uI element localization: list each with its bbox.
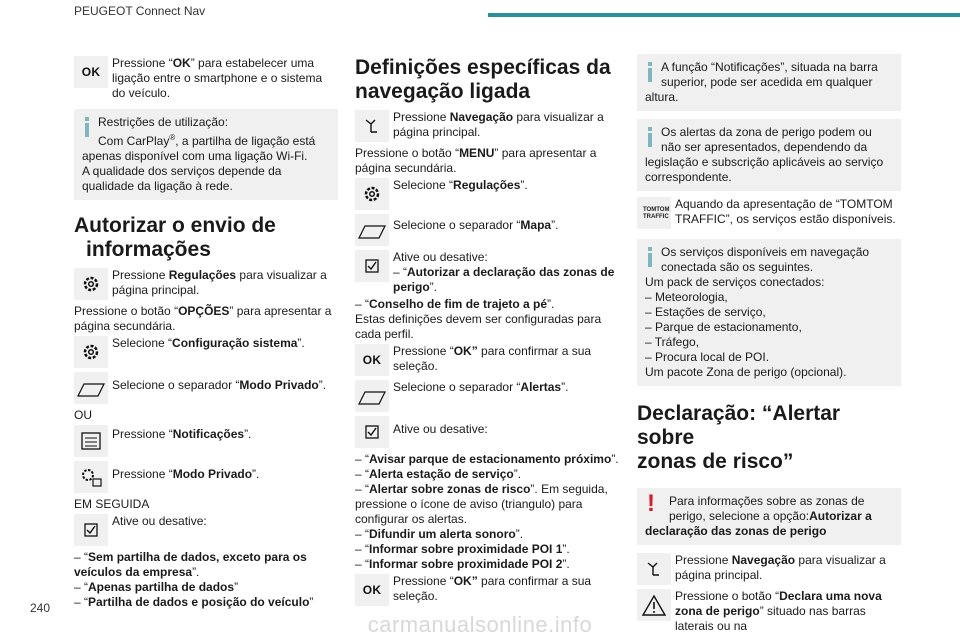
column-2: Definições específicas da navegação ligada Pressione Navegação para visualizar a página principal. Pressione o botão “MENU” para apresentar a página secundária. Selecione “Regulações”. Selecione o separador “Mapa”. Ative ou desative: – “Autorizar a declaração das zonas de perigo”. – “Conselho de fim de trajeto a pé”. Estas definições devem ser configuradas para cada perfil. OK Pressione “OK” para confirmar a sua seleção. Selecione o separador “Alertas”. Ative ou desative: – “Avisar parque de estacionamento próximo”. – “Alerta estação de serviço”. – “Alertar sobre zonas de risco”. Em seguida, pressione o ícone de aviso (triangulo) para configurar os alertas. – “Difundir um alerta sonoro”. – “Informar sobre proximidade POI 1”. – “Informar sobre proximidade POI 2”. OK Pressione “OK” para confirmar a sua seleção. — [355, 54, 619, 610]
step: Pressione Navegação para visualizar a página principal. — [355, 110, 619, 144]
step: Pressione Navegação para visualizar a página principal. — [637, 553, 901, 587]
step: Pressione o botão “Declara uma nova zona de perigo” situado nas barras laterais ou na — [637, 589, 901, 634]
gear-icon — [355, 178, 389, 210]
step: Selecione “Regulações”. — [355, 178, 619, 212]
gear-icon — [74, 268, 108, 300]
step: Ative ou desative: – “Autorizar a declaração das zonas de perigo”. — [355, 250, 619, 295]
tomtom-traffic-icon: TOMTOM TRAFFIC — [637, 197, 671, 229]
step: Selecione “Configuração sistema”. — [74, 336, 338, 370]
step: Ative ou desative: — [355, 416, 619, 450]
private-mode-icon — [74, 461, 108, 493]
section-heading: Definições específicas da navegação ligada — [355, 56, 611, 103]
warning-icon: ! — [647, 490, 655, 517]
info-icon — [645, 127, 655, 147]
step: Pressione “Modo Privado”. — [74, 461, 338, 495]
section-heading: Autorizar o envio de informações — [74, 214, 276, 261]
step-tomtom: TOMTOM TRAFFIC Aquando da apresentação de “TOMTOM TRAFFIC”, os serviços estão disponíveis. — [637, 197, 901, 231]
info-note: Os alertas da zona de perigo podem ou não ser apresentados, dependendo da legislação e subscrição aplicáveis ao serviço correspondente. — [637, 119, 901, 191]
tab-icon — [74, 372, 108, 404]
info-note: A função “Notificações”, situada na barra superior, pode ser acedida em qualquer altura. — [637, 54, 901, 111]
ok-button-icon: OK — [355, 574, 389, 606]
gear-icon — [74, 336, 108, 368]
info-icon — [645, 62, 655, 82]
tab-icon — [355, 380, 389, 412]
step: OK Pressione “OK” para confirmar a sua seleção. — [355, 574, 619, 608]
step: Selecione o separador “Modo Privado”. — [74, 372, 338, 406]
step: OK Pressione “OK” para confirmar a sua seleção. — [355, 344, 619, 378]
info-icon — [82, 117, 92, 137]
step: Pressione “Notificações”. — [74, 425, 338, 459]
header-accent-bar — [488, 13, 960, 17]
options-list: – “Avisar parque de estacionamento próximo”. – “Alerta estação de serviço”. – “Alertar sobre zonas de risco”. Em seguida, pressione o ícone de aviso (triangulo) para configurar os alertas. – “Difundir um alerta sonoro”. – “Informar sobre proximidade POI 1”. – “Informar sobre proximidade POI 2”. — [355, 452, 619, 571]
page-number: 240 — [30, 601, 51, 615]
step: Pressione Regulações para visualizar a página principal. — [74, 268, 338, 302]
checkbox-icon — [74, 514, 108, 546]
info-note: Os serviços disponíveis em navegação conectada são os seguintes. Um pack de serviços conectados: – Meteorologia, – Estações de serviço, – Parque de estacionamento, – Tráfego, – Procura local de POI. Um pacote Zona de perigo (opcional). — [637, 239, 901, 386]
section-heading: Declaração: “Alertar sobre zonas de risco” — [637, 402, 841, 473]
step-ok: OK Pressione “OK” para estabelecer uma ligação entre o smartphone e o sistema do veículo. — [74, 56, 338, 101]
checkbox-icon — [355, 250, 389, 282]
ok-button-icon: OK — [355, 344, 389, 376]
navigation-icon — [355, 110, 389, 142]
info-icon — [645, 247, 655, 267]
step: Selecione o separador “Mapa”. — [355, 214, 619, 248]
warning-note: ! Para informações sobre as zonas de perigo, selecione a opção:Autorizar a declaração das zonas de perigo — [637, 488, 901, 545]
running-header: PEUGEOT Connect Nav — [74, 4, 206, 18]
ok-button-icon: OK — [74, 56, 108, 88]
info-note: Restrições de utilização: Com CarPlay®, a partilha de ligação está apenas disponível com uma ligação Wi-Fi. A qualidade dos serviços depende da qualidade da ligação à rede. — [74, 109, 338, 200]
notifications-icon — [74, 425, 108, 457]
column-3 — [637, 54, 901, 636]
checkbox-icon — [355, 416, 389, 448]
navigation-icon — [637, 553, 671, 585]
column-1: OK Pressione “OK” para estabelecer uma ligação entre o smartphone e o sistema do veículo. Restrições de utilização: Com CarPlay®, a partilha de ligação está apenas disponível com uma ligação Wi-Fi. A qualidade dos serviços depende da qualidade da ligação à rede. Autorizar o envio de informações Pressione Regulações para visualizar a página principal. Pressione o botão “OPÇÕES” para apresentar a página secundária. Selecione “Configuração sistema”. Selecione o separador “Modo Privado”. OU Pressione “Notificações”. Pressione “Modo Privado”. EM SEGUIDA Ative ou desative: – “Sem partilha de dados, exceto para os veículos da empresa”. – “Apenas partilha de dados” – “Partilha de dados e posição do veículo” — [74, 54, 338, 610]
step: Ative ou desative: — [74, 514, 338, 548]
tab-icon — [355, 214, 389, 246]
watermark: carmanualsonline.info — [367, 612, 593, 637]
step: Selecione o separador “Alertas”. — [355, 380, 619, 414]
